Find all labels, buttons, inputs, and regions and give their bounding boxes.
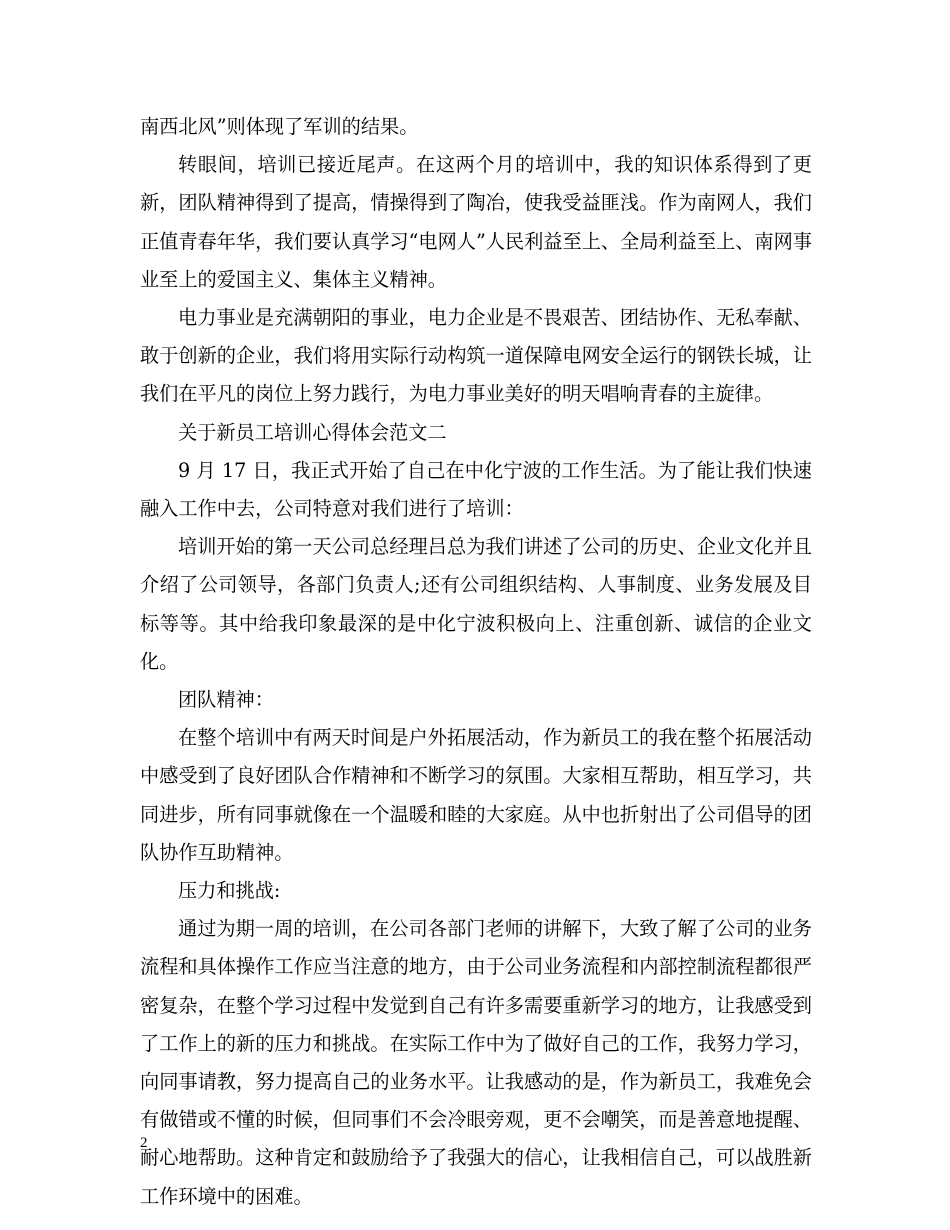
subheading-team-spirit: 团队精神：	[178, 688, 274, 712]
paragraph-1: 南西北风”则体现了军训的结果。	[140, 115, 419, 138]
body-text	[140, 108, 812, 1216]
paragraph-10: 通过为期一周的培训，在公司各部门老师的讲解下，大致了解了公司的业务流程和具体操作工作应当注意的地方，由于公司业务流程和内部控制流程都很严密复杂，在整个学习过程中发觉到自己有许多需要重新学习的地方，让我感受到了工作上的新的压力和挑战。在实际工作中为了做好自己的工作，我努力学习，向同事请教，努力提高自己的业务水平。让我感动的是，作为新员工，我难免会有做错或不懂的时候，但同事们不会冷眼旁观，更不会嘲笑，而是善意地提醒、耐心地帮助。这种肯定和鼓励给予了我强大的信心，让我相信自己，可以战胜新工作环境中的困难。	[140, 917, 812, 1208]
paragraph-2: 转眼间，培训已接近尾声。在这两个月的培训中，我的知识体系得到了更新，团队精神得到了提高，情操得到了陶冶，使我受益匪浅。作为南网人，我们正值青春年华，我们要认真学习“电网人”人民利益至上、全局利益至上、南网事业至上的爱国主义、集体主义精神。	[140, 153, 812, 291]
paragraph-8: 在整个培训中有两天时间是户外拓展活动，作为新员工的我在整个拓展活动中感受到了良好团队合作精神和不断学习的氛围。大家相互帮助，相互学习，共同进步，所有同事就像在一个温暖和睦的大家庭。从中也折射出了公司倡导的团队协作互助精神。	[140, 726, 812, 864]
subheading-pressure-challenge: 压力和挑战:	[178, 879, 281, 903]
page-number: 2	[140, 1135, 148, 1151]
paragraph-6: 培训开始的第一天公司总经理吕总为我们讲述了公司的历史、企业文化并且介绍了公司领导，各部门负责人;还有公司组织结构、人事制度、业务发展及目标等等。其中给我印象最深的是中化宁波积极向上、注重创新、诚信的企业文化。	[140, 535, 812, 673]
paragraph-3: 电力事业是充满朝阳的事业，电力企业是不畏艰苦、团结协作、无私奉献、敢于创新的企业，我们将用实际行动构筑一道保障电网安全运行的钢铁长城，让我们在平凡的岗位上努力践行，为电力事业美好的明天唱响青春的主旋律。	[140, 306, 812, 406]
section-heading: 关于新员工培训心得体会范文二	[178, 420, 447, 444]
paragraph-5: 9 月 17 日，我正式开始了自己在中化宁波的工作生活。为了能让我们快速融入工作中去，公司特意对我们进行了培训：	[140, 458, 812, 521]
